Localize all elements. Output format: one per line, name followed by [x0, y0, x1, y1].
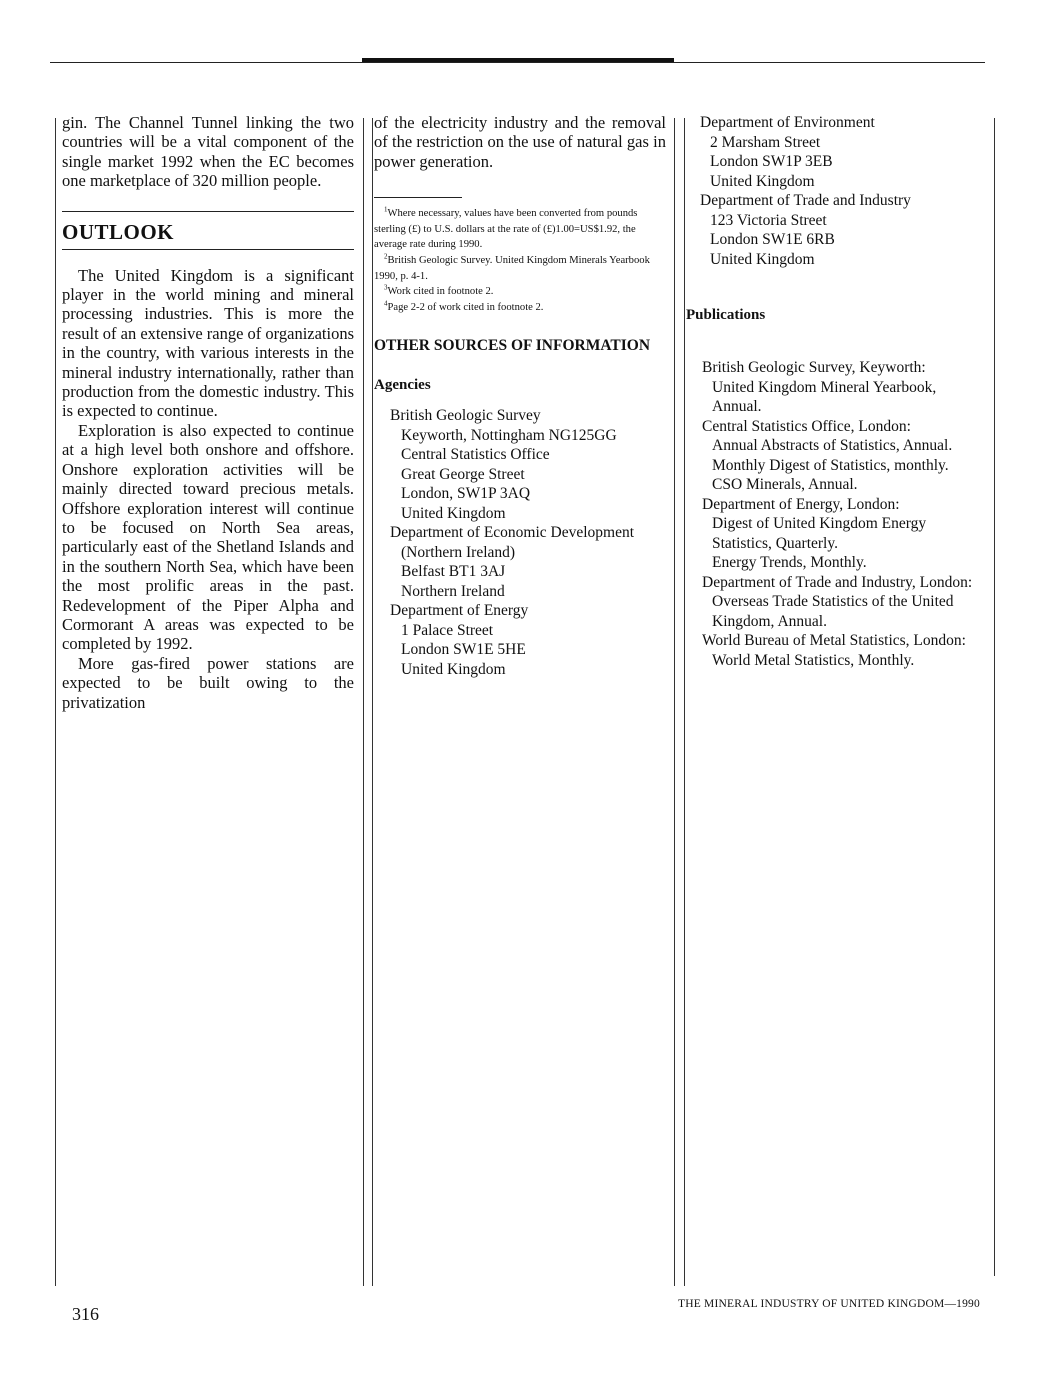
footnote-rule [374, 197, 462, 198]
running-footer-title: THE MINERAL INDUSTRY OF UNITED KINGDOM—1990 [678, 1298, 980, 1310]
publication-line: Annual Abstracts of Statistics, Annual. [712, 437, 953, 454]
agency-line: United Kingdom [710, 250, 815, 268]
publication-line: United Kingdom Mineral Yearbook, [712, 378, 937, 396]
top-rule [50, 62, 985, 63]
heading-rule-top [62, 211, 354, 212]
publication-line: Monthly Digest of Statistics, monthly. [712, 456, 949, 474]
footnote: $^3$Work cited in footnote 2. [384, 283, 494, 298]
publication-line: Energy Trends, Monthly. [712, 554, 867, 571]
column-1 [62, 113, 354, 712]
agency-line: Great George Street [401, 465, 525, 483]
footnote: $^1$Where necessary, values have been converted from pounds sterling (£) to U.S. dollars at the rate of (£)1.00=US$1.92, the average rate during 1990. [374, 205, 638, 251]
body-paragraph: Exploration is also expected to continue at a high level both onshore and offshore. Onshore exploration activities will be mainly directed toward precious metals. Offshore exploration interest will continue to be focused on North Sea areas, particularly east of the Shetland Islands and in the southern North Sea, which have been the most prolific areas in the past. Redevelopment of the Piper Alpha and Cormorant A areas was expected to be completed by 1992. [62, 420, 354, 654]
agency-line: Department of Environment [700, 114, 875, 131]
agency-line: Department of Energy [390, 602, 529, 620]
agency-line: Central Statistics Office [401, 446, 550, 464]
footnote: $^2$British Geologic Survey. United Kingdom Minerals Yearbook 1990, p. 4-1. [374, 252, 650, 282]
agency-line: United Kingdom [401, 504, 506, 522]
publication-line: Statistics, Quarterly. [712, 534, 838, 552]
column-divider-3 [674, 118, 675, 1286]
agency-line: London SW1P 3EB [710, 153, 833, 170]
agency-line: Belfast BT1 3AJ [401, 563, 506, 581]
section-heading-outlook: OUTLOOK [62, 219, 175, 244]
column-divider-2 [372, 118, 373, 1286]
footnote: $^4$Page 2-2 of work cited in footnote 2. [384, 299, 544, 313]
body-paragraph: gin. The Channel Tunnel linking the two countries will be a vital component of the single market 1992 when the EC becomes one marketplace of 320 million people. [62, 113, 354, 191]
page-number: 316 [72, 1304, 99, 1324]
publication-line: Overseas Trade Statistics of the United [712, 593, 954, 610]
subheading-agencies: Agencies [374, 377, 431, 394]
publication-line: CSO Minerals, Annual. [712, 476, 858, 493]
agency-line: London SW1E 6RB [710, 231, 835, 248]
body-paragraph: of the electricity industry and the removal of the restriction on the use of natural gas in power generation. [374, 113, 666, 171]
publication-line: Central Statistics Office, London: [702, 417, 911, 435]
column-divider-4 [684, 118, 685, 1286]
top-rule-thick [362, 58, 674, 62]
publication-line: Digest of United Kingdom Energy [712, 515, 927, 532]
agency-line: Northern Ireland [401, 582, 505, 600]
column-divider-right [994, 118, 995, 1276]
agency-line: Keyworth, Nottingham NG125GG [401, 426, 617, 444]
heading-rule-bottom [62, 249, 354, 250]
agency-line: British Geologic Survey [390, 407, 541, 425]
publication-line: World Metal Statistics, Monthly. [712, 651, 915, 669]
agency-line: Department of Economic Development [390, 524, 635, 542]
publication-line: Kingdom, Annual. [712, 612, 827, 630]
agency-line: 1 Palace Street [401, 621, 494, 639]
publication-line: Annual. [712, 398, 762, 415]
publication-line: World Bureau of Metal Statistics, London: [702, 632, 966, 649]
publication-line: British Geologic Survey, Keyworth: [702, 359, 926, 376]
agency-line: Department of Trade and Industry [700, 192, 911, 209]
agency-line: 2 Marsham Street [710, 133, 821, 151]
publication-line: Department of Trade and Industry, London: [702, 573, 973, 591]
agency-line: London, SW1P 3AQ [401, 485, 531, 503]
body-paragraph: More gas-fired power stations are expected to be built owing to the privatization [62, 653, 354, 712]
body-paragraph: The United Kingdom is a significant player in the world mining and mineral processing industries. This is more the result of an extensive range of organizations in the country, with various interests in the mineral industry internationally, rather than production from the domestic industry. This is expected to continue. [62, 265, 355, 421]
section-heading-other-sources: OTHER SOURCES OF INFORMATION [374, 337, 651, 355]
column-2 [374, 113, 666, 679]
column-divider-left [55, 118, 56, 1286]
agency-line: 123 Victoria Street [710, 211, 827, 229]
agency-line: United Kingdom [710, 172, 815, 190]
agency-line: (Northern Ireland) [401, 543, 516, 561]
column-3 [686, 113, 986, 670]
agency-line: London SW1E 5HE [401, 641, 526, 659]
publication-line: Department of Energy, London: [702, 495, 900, 513]
subheading-publications: Publications [686, 307, 766, 323]
column-divider-1 [363, 118, 364, 1286]
agency-line: United Kingdom [401, 660, 506, 678]
